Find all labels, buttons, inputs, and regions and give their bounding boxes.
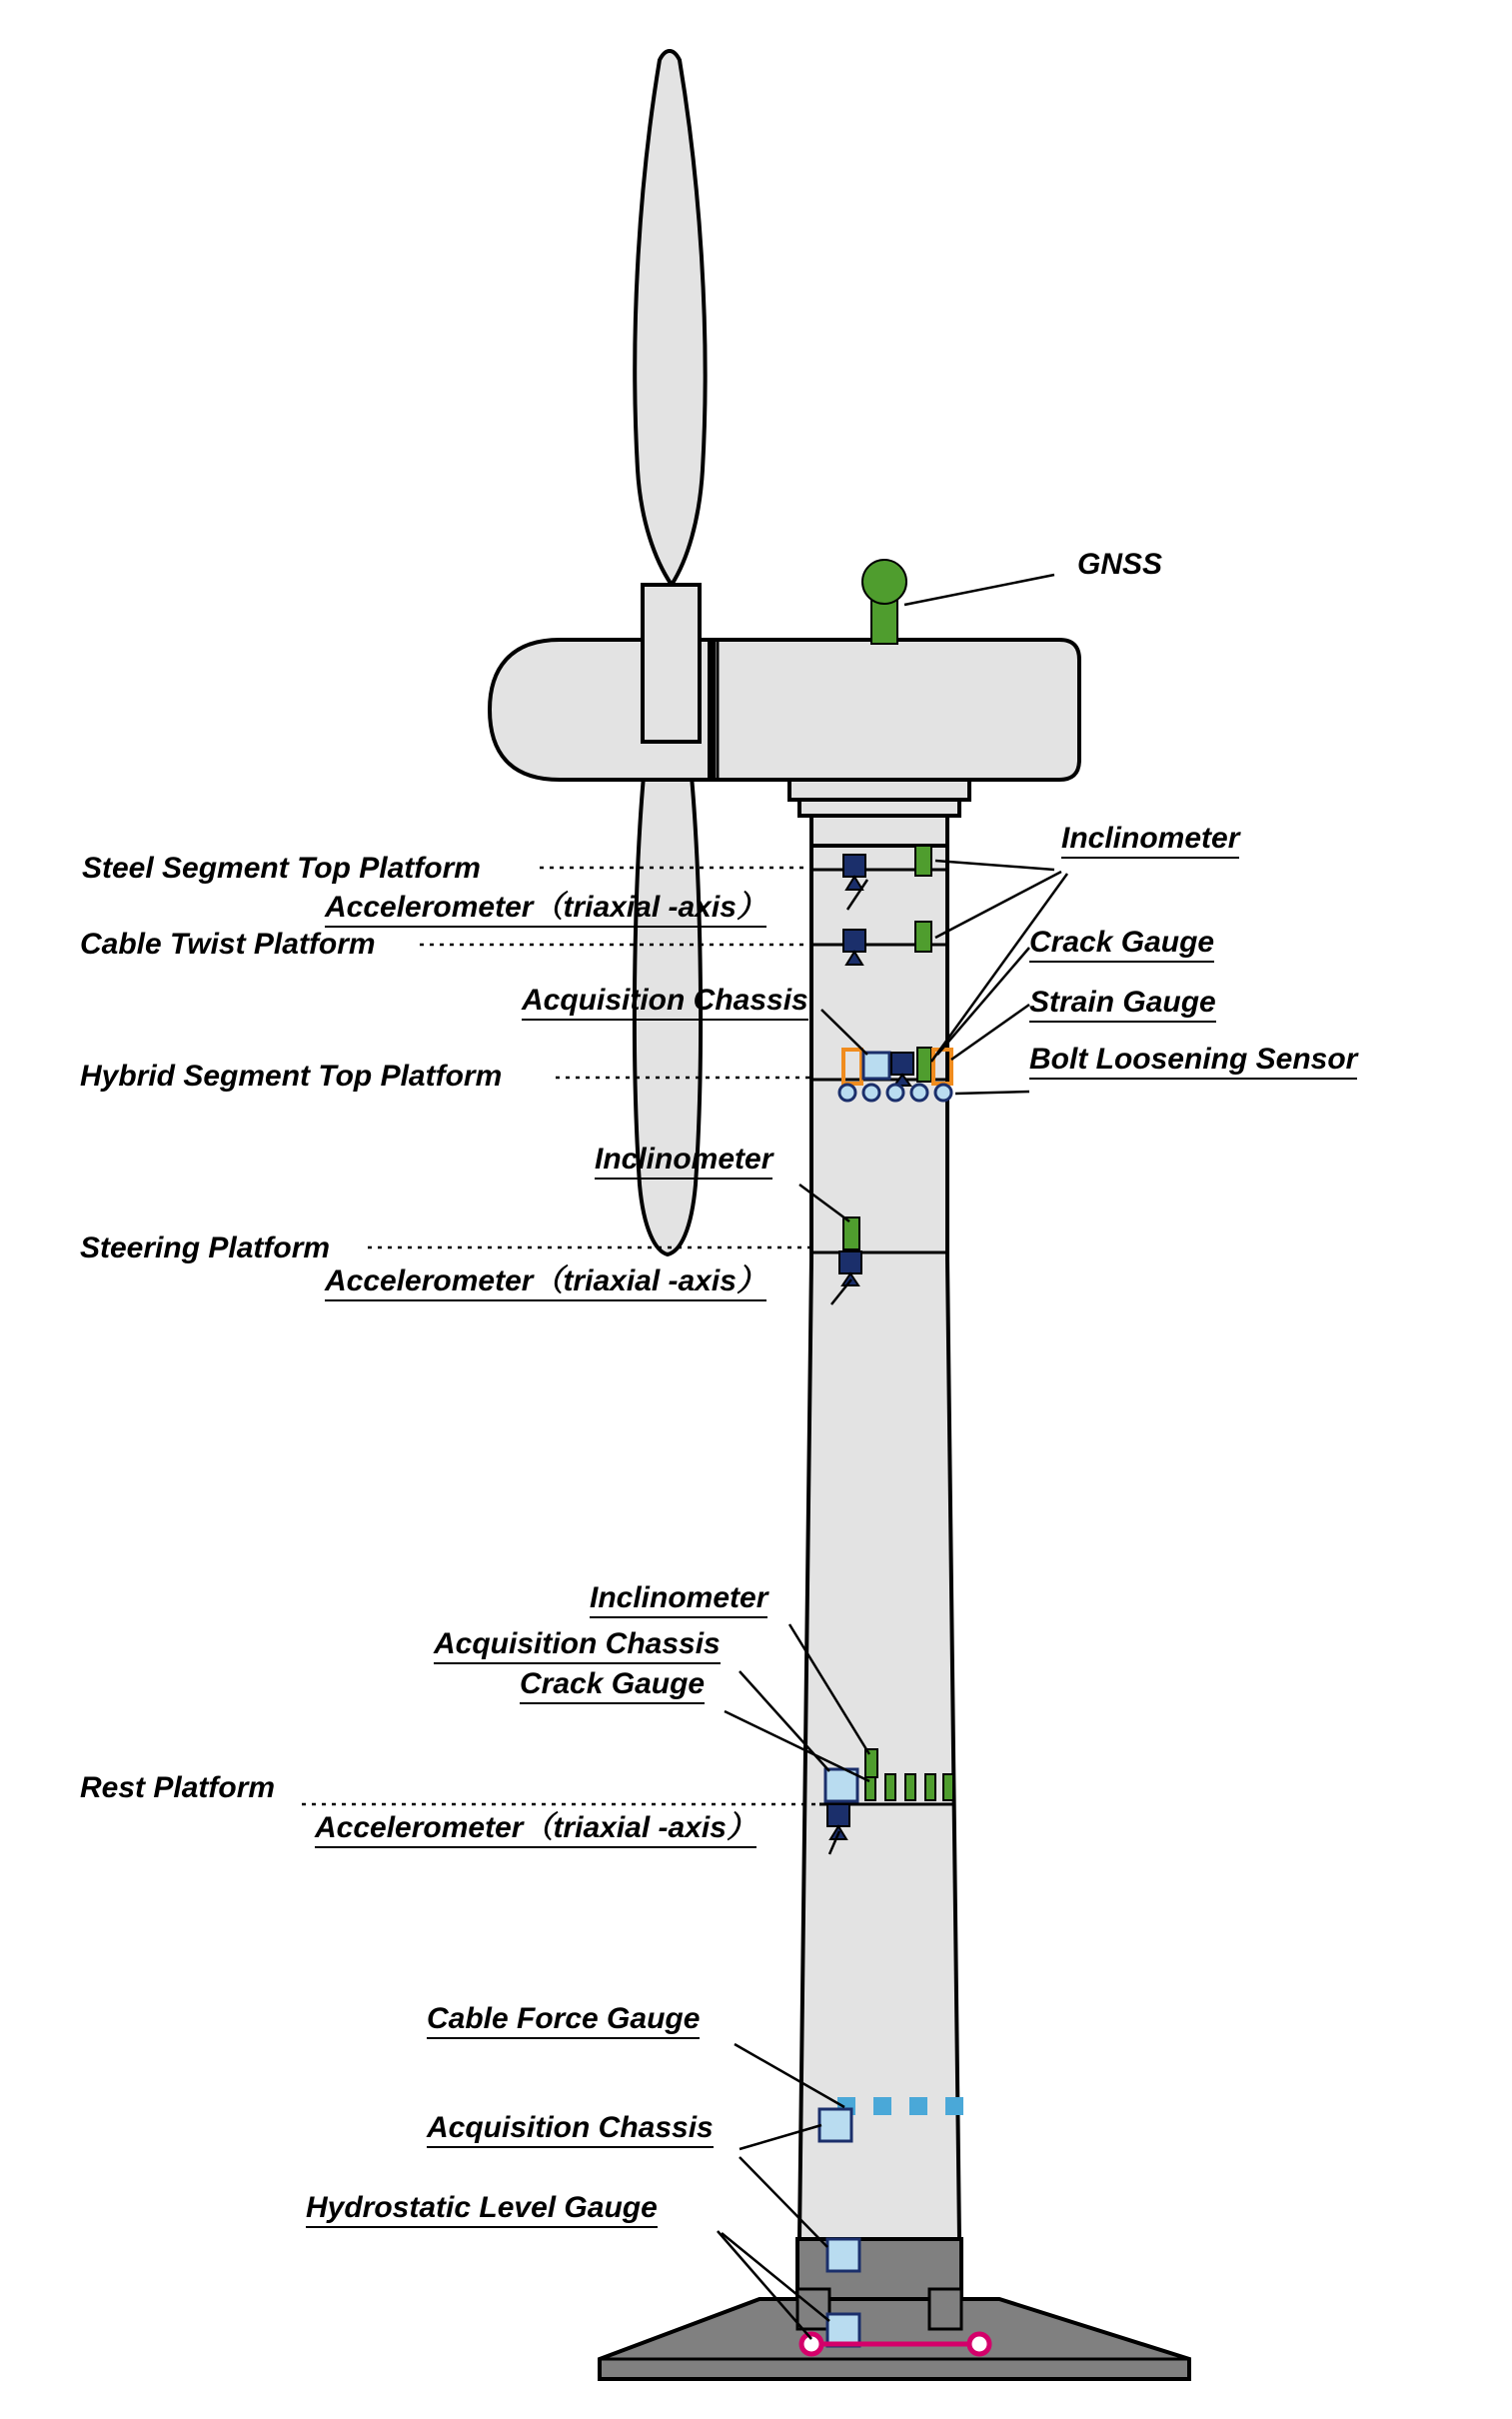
label-cable-twist-platform: Cable Twist Platform — [80, 928, 376, 961]
label-steering-platform: Steering Platform — [80, 1231, 331, 1264]
gnss-antenna — [862, 560, 906, 644]
yaw-bearing — [789, 780, 969, 846]
label-gnss: GNSS — [1077, 548, 1163, 581]
blade-upper — [635, 51, 705, 585]
sensor-inclinometer-steel-top — [915, 846, 931, 876]
sensor-inclinometer-cable-twist — [915, 922, 931, 952]
label-hydrostatic-level-gauge: Hydrostatic Level Gauge — [306, 2191, 658, 2228]
sensor-acquisition-chassis-base — [827, 2239, 859, 2271]
label-accelerometer-rest: Accelerometer（triaxial -axis） — [315, 1811, 756, 1848]
label-bolt-loosening-sensor: Bolt Loosening Sensor — [1029, 1043, 1357, 1080]
sensor-acquisition-chassis-mid-base — [819, 2109, 851, 2141]
label-cable-force-gauge: Cable Force Gauge — [427, 2002, 700, 2039]
label-accelerometer-top: Accelerometer（triaxial -axis） — [325, 891, 766, 928]
label-accelerometer-mid: Accelerometer（triaxial -axis） — [325, 1264, 766, 1301]
label-acquisition-chassis-top: Acquisition Chassis — [522, 984, 808, 1021]
label-acquisition-chassis-base: Acquisition Chassis — [427, 2111, 714, 2148]
nacelle — [490, 640, 1079, 780]
sensor-acquisition-chassis-foundation — [827, 2314, 859, 2346]
label-strain-gauge: Strain Gauge — [1029, 986, 1216, 1023]
label-rest-platform: Rest Platform — [80, 1771, 276, 1804]
rotor-hub — [643, 585, 700, 742]
label-hybrid-segment-top-platform: Hybrid Segment Top Platform — [80, 1060, 503, 1093]
label-steel-segment-top-platform: Steel Segment Top Platform — [82, 852, 481, 885]
label-inclinometer-rest: Inclinometer — [590, 1581, 767, 1618]
foundation — [600, 2239, 1189, 2379]
sensor-inclinometer-steering — [843, 1217, 859, 1249]
label-acquisition-chassis-rest: Acquisition Chassis — [434, 1627, 721, 1664]
label-inclinometer-top: Inclinometer — [1061, 822, 1239, 859]
label-inclinometer-mid: Inclinometer — [595, 1143, 772, 1180]
label-crack-gauge-rest: Crack Gauge — [520, 1667, 705, 1704]
label-crack-gauge-top: Crack Gauge — [1029, 926, 1214, 963]
